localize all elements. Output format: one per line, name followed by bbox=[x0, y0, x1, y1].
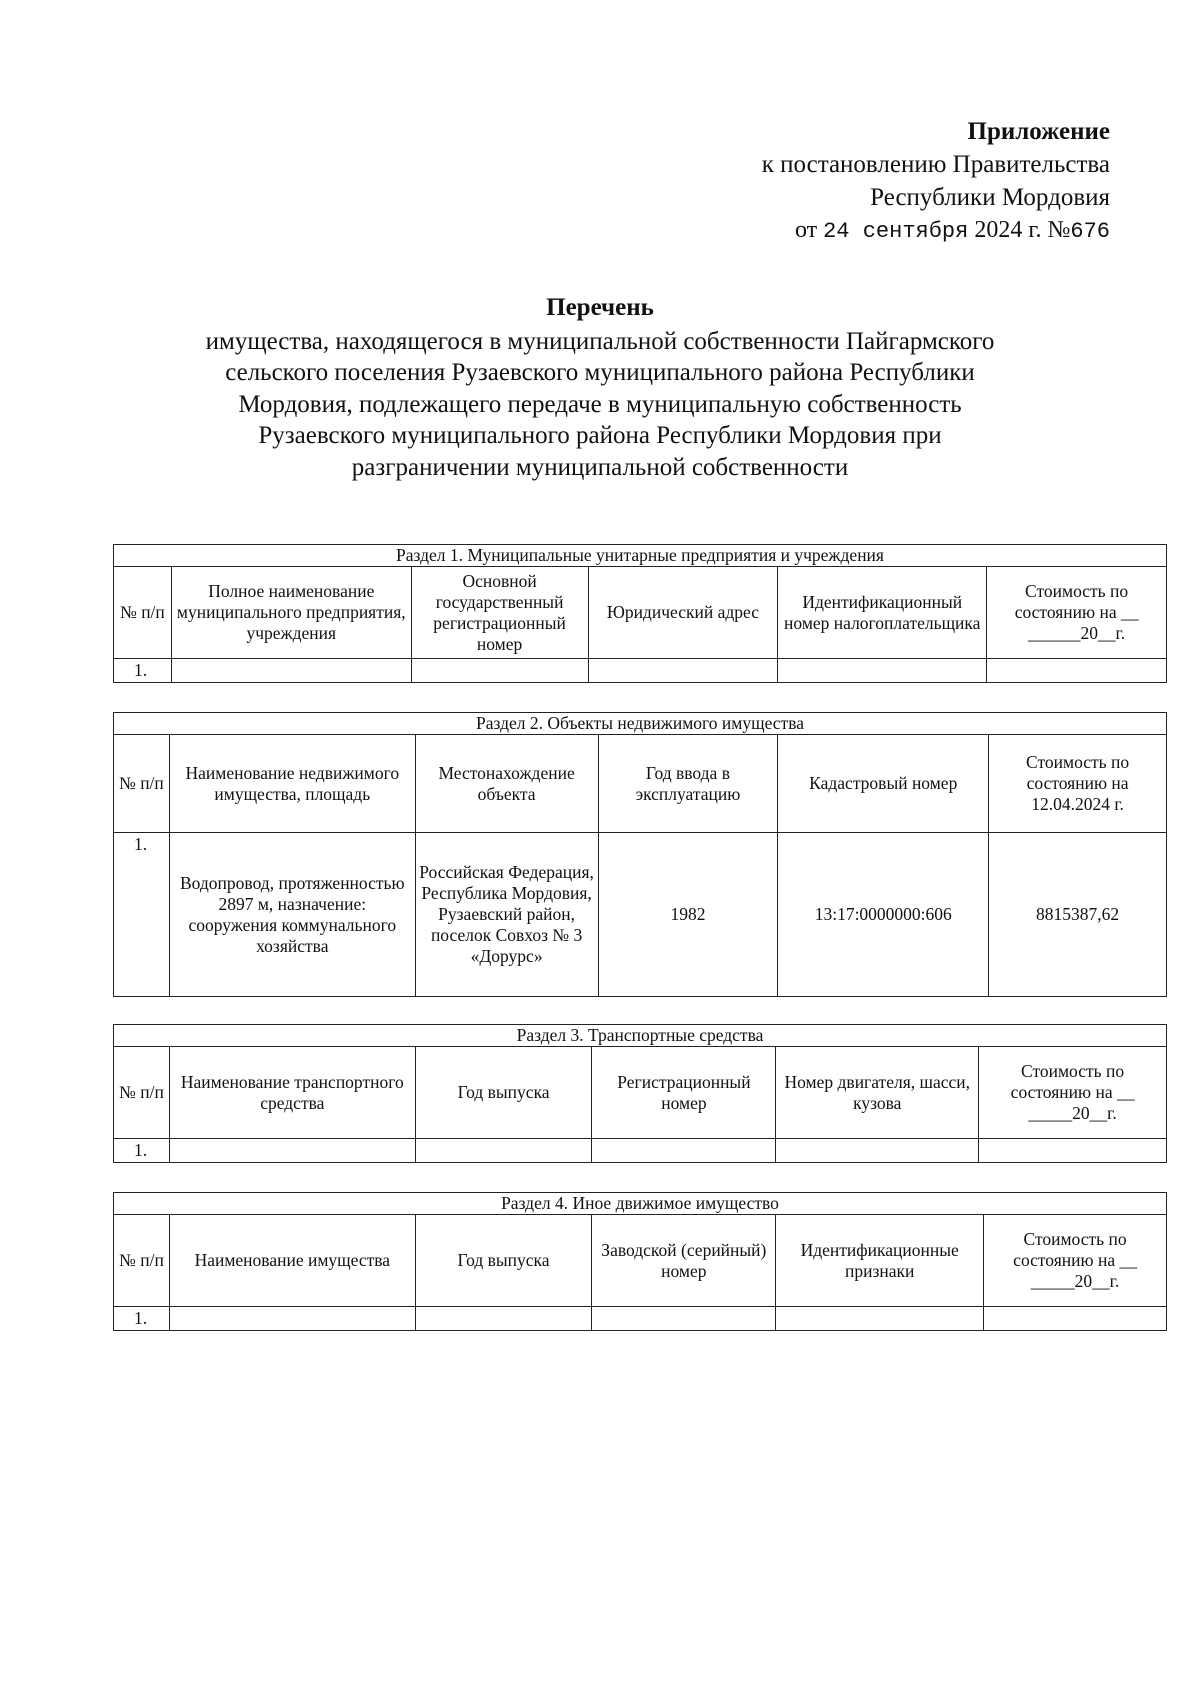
table-cell bbox=[592, 1307, 776, 1331]
section-2-table bbox=[113, 712, 1167, 997]
header-cell: Кадастровый номер bbox=[778, 735, 989, 833]
appendix-line-1: к постановлению Правительства bbox=[761, 151, 1110, 178]
table-row bbox=[114, 1307, 1167, 1331]
row-number: 1. bbox=[114, 659, 172, 683]
row-number: 1. bbox=[114, 833, 170, 997]
table-cell bbox=[984, 1307, 1167, 1331]
section-4-caption: Раздел 4. Иное движимое имущество bbox=[114, 1193, 1167, 1215]
appendix-title: Приложение bbox=[967, 118, 1110, 145]
row-number: 1. bbox=[114, 1307, 170, 1331]
table-cell bbox=[415, 1307, 592, 1331]
appendix-line-2: Республики Мордовия bbox=[870, 184, 1110, 211]
header-cell: № п/п bbox=[114, 735, 170, 833]
header-cell: Регистрационный номер bbox=[592, 1047, 776, 1139]
table-cell bbox=[592, 1139, 776, 1163]
header-cell: Стоимость по состоянию на __ ______20__г. bbox=[987, 567, 1167, 659]
header-cell: № п/п bbox=[114, 1215, 170, 1307]
date-year: 2024 г. № bbox=[974, 217, 1071, 243]
location-cell: Российская Федерация, Республика Мордовия, Рузаевский район, поселок Совхоз № 3 «Дорурс» bbox=[415, 833, 598, 997]
header-cell: Год выпуска bbox=[415, 1215, 592, 1307]
table-cell bbox=[171, 659, 411, 683]
table-cell bbox=[778, 659, 987, 683]
header-cell: Стоимость по состоянию на __ _____20__г. bbox=[979, 1047, 1167, 1139]
section-4-table bbox=[113, 1192, 1167, 1331]
table-row bbox=[114, 833, 1167, 997]
table-cell bbox=[169, 1307, 415, 1331]
header-cell: Юридический адрес bbox=[588, 567, 778, 659]
section-1-table bbox=[113, 544, 1167, 683]
year-cell: 1982 bbox=[598, 833, 778, 997]
header-cell: Стоимость по состоянию на 12.04.2024 г. bbox=[989, 735, 1167, 833]
header-cell: Наименование имущества bbox=[169, 1215, 415, 1307]
header-cell: Полное наименование муниципального предприятия, учреждения bbox=[171, 567, 411, 659]
header-cell: Идентификационные признаки bbox=[776, 1215, 984, 1307]
table-cell bbox=[411, 659, 588, 683]
cadastral-number-cell: 13:17:0000000:606 bbox=[778, 833, 989, 997]
header-cell: Идентификационный номер налогоплательщика bbox=[778, 567, 987, 659]
header-cell: Год выпуска bbox=[415, 1047, 592, 1139]
document-number: 676 bbox=[1070, 219, 1110, 244]
table-cell bbox=[588, 659, 778, 683]
subtitle-line: сельского поселения Рузаевского муниципального района Республики bbox=[225, 359, 975, 386]
table-cell bbox=[415, 1139, 592, 1163]
header-cell: Стоимость по состоянию на __ _____20__г. bbox=[984, 1215, 1167, 1307]
subtitle-line: разграничении муниципальной собственности bbox=[351, 453, 849, 481]
section-1-caption: Раздел 1. Муниципальные унитарные предприятия и учреждения bbox=[114, 545, 1167, 567]
property-name-cell: Водопровод, протяженностью 2897 м, назначение: сооружения коммунального хозяйства bbox=[169, 833, 415, 997]
subtitle-line: Мордовия, подлежащего передаче в муниципальную собственность bbox=[238, 390, 962, 418]
header-cell: Наименование транспортного средства bbox=[169, 1047, 415, 1139]
appendix-date-line bbox=[762, 214, 1110, 248]
date-handwritten: 24 сентября bbox=[823, 219, 969, 244]
document-title-block bbox=[0, 292, 1200, 483]
cost-cell: 8815387,62 bbox=[989, 833, 1167, 997]
document-title: Перечень bbox=[546, 294, 654, 321]
header-cell: Наименование недвижимого имущества, площадь bbox=[169, 735, 415, 833]
section-3-caption: Раздел 3. Транспортные средства bbox=[114, 1025, 1167, 1047]
table-cell bbox=[169, 1139, 415, 1163]
table-cell bbox=[979, 1139, 1167, 1163]
table-cell bbox=[987, 659, 1167, 683]
section-2-caption: Раздел 2. Объекты недвижимого имущества bbox=[114, 713, 1167, 735]
table-cell bbox=[776, 1307, 984, 1331]
header-cell: № п/п bbox=[114, 1047, 170, 1139]
header-cell: № п/п bbox=[114, 567, 172, 659]
table-cell bbox=[776, 1139, 979, 1163]
header-cell: Год ввода в эксплуатацию bbox=[598, 735, 778, 833]
table-row bbox=[114, 659, 1167, 683]
date-prefix: от bbox=[794, 217, 818, 243]
table-row bbox=[114, 1139, 1167, 1163]
subtitle-line: имущества, находящегося в муниципальной собственности Пайгармского bbox=[205, 327, 995, 355]
section-3-table bbox=[113, 1024, 1167, 1163]
header-cell: Номер двигателя, шасси, кузова bbox=[776, 1047, 979, 1139]
header-cell: Местонахождение объекта bbox=[415, 735, 598, 833]
subtitle-line: Рузаевского муниципального района Республики Мордовия при bbox=[258, 422, 942, 449]
row-number: 1. bbox=[114, 1139, 170, 1163]
header-cell: Основной государственный регистрационный номер bbox=[411, 567, 588, 659]
header-cell: Заводской (серийный) номер bbox=[592, 1215, 776, 1307]
appendix-header bbox=[762, 115, 1110, 248]
